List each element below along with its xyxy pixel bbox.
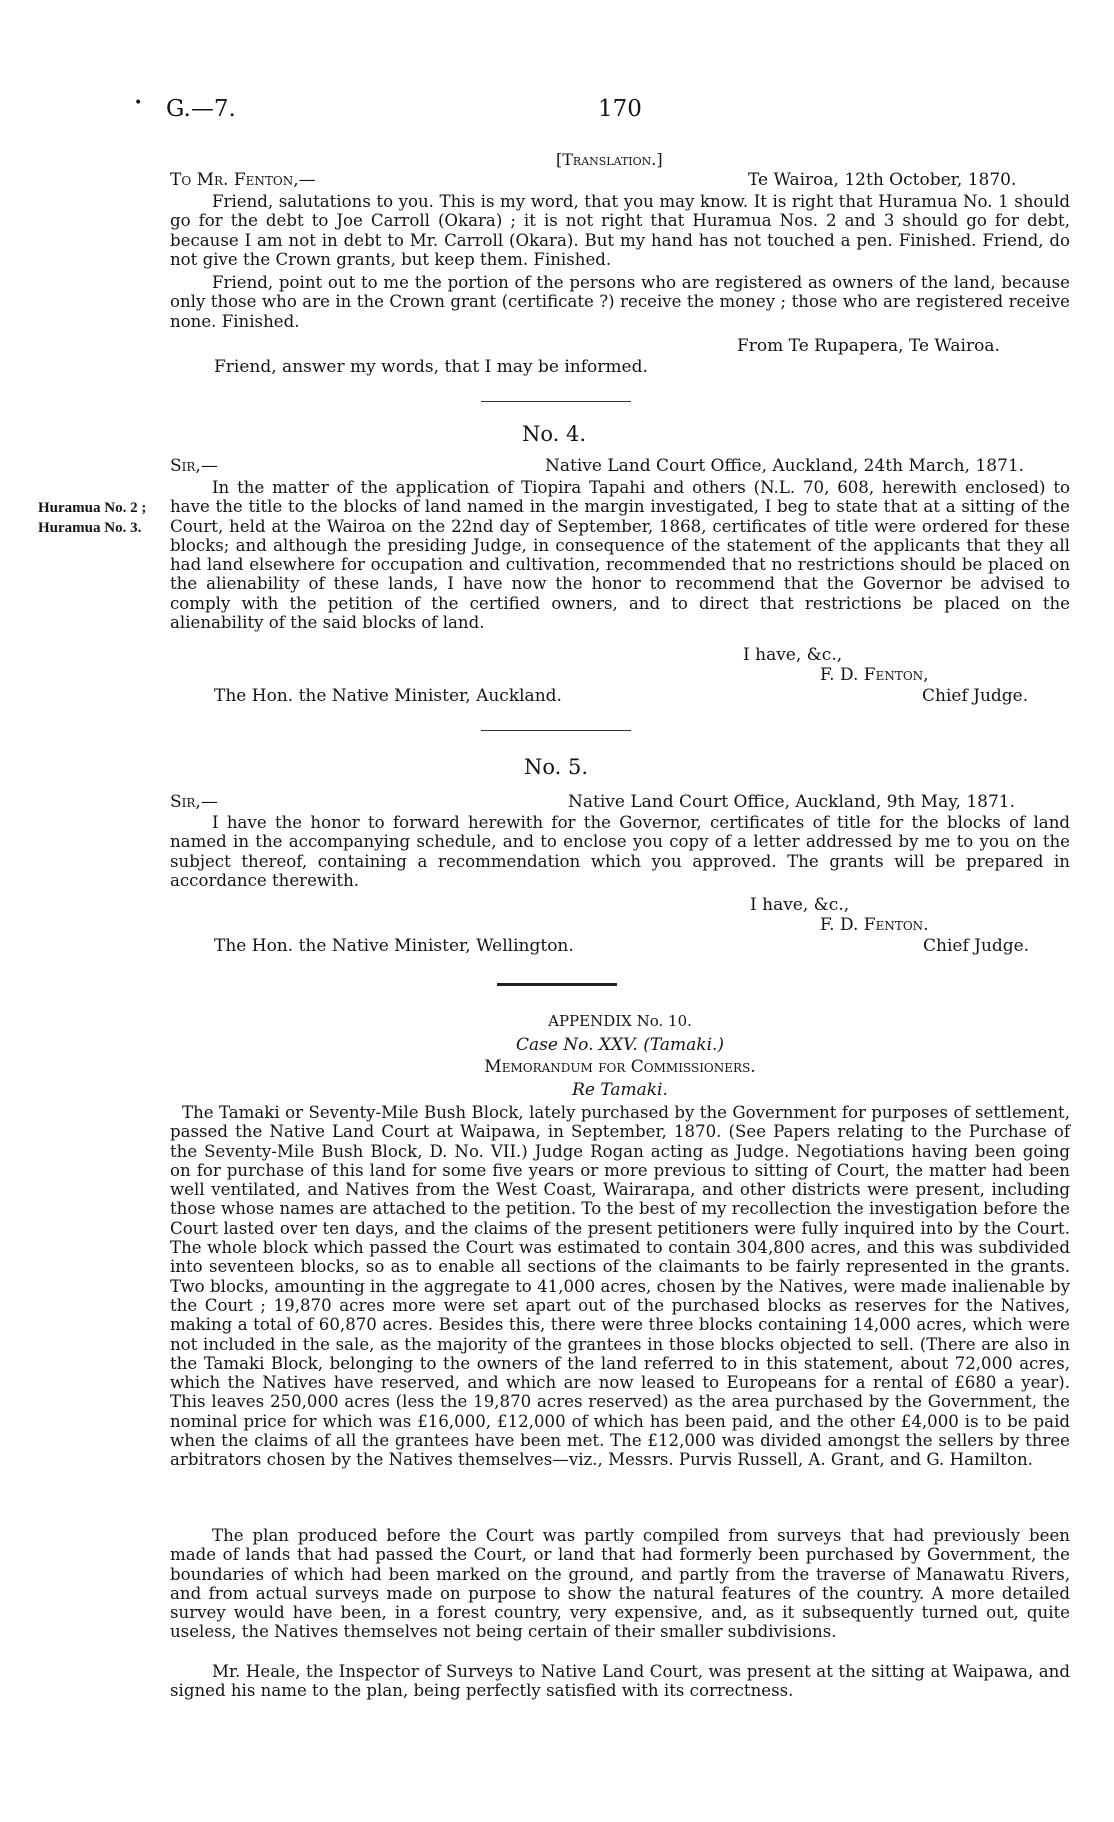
margin-note: Huramua No. 3. xyxy=(38,520,142,536)
letter-signer: F. D. Fenton. xyxy=(820,915,929,935)
translation-paragraph-1: Friend, salutations to you. This is my word, that you may know. It is right that Huramua No. 1 should go for the debt to Joe Carroll (Okara) ; it is not right that Huramua Nos. 2 and 3 should go for debt, because I am not in debt to Mr. Carroll (Okara). But my hand has not touched a pen. Finished. Friend, do not give the Crown grants, but keep them. Finished. xyxy=(170,192,1070,269)
letter-signer-title: Chief Judge. xyxy=(923,936,1030,956)
translation-label: [Translation.] xyxy=(556,150,663,169)
translation-dateline: Te Wairoa, 12th October, 1870. xyxy=(748,170,1017,190)
translation-from: From Te Rupapera, Te Wairoa. xyxy=(737,336,1000,356)
letter-signer: F. D. Fenton, xyxy=(820,665,929,685)
letter-closing: I have, &c., xyxy=(743,645,843,665)
translation-addressee: To Mr. Fenton,— xyxy=(170,170,316,190)
letter-heading: No. 4. xyxy=(522,422,587,446)
letter-signer-title: Chief Judge. xyxy=(922,686,1029,706)
appendix-case: Case No. XXV. (Tamaki.) xyxy=(515,1035,725,1055)
letter-salutation: Sir,— xyxy=(170,792,218,812)
appendix-memo-title: Memorandum for Commissioners. xyxy=(484,1057,756,1077)
margin-note: Huramua No. 2 ; xyxy=(38,500,147,516)
appendix-paragraph-1: The Tamaki or Seventy-Mile Bush Block, lately purchased by the Government for purposes of settlement, passed the Native Land Court at Waipawa, in September, 1870. (See Papers relating to the Purchase of the Seventy-Mile Bush Block, D. No. VII.) Judge Rogan acting as Judge. Negotiations having been going on for purchase of this land for some five years or more previous to sitting of Court, the matter had been well ventilated, and Natives from the West Coast, Wairarapa, and other districts were present, including those whose names are attached to the petition. To the best of my recollection the investigation before the Court lasted over ten days, and the claims of the present petitioners were fully inquired into by the Court. The whole block which passed the Court was estimated to contain 304,800 acres, and this was subdivided into seventeen blocks, so as to enable all sections of the claimants to be fairly represented in the grants. Two blocks, amounting in the aggregate to 41,000 acres, chosen by the Natives, were made inalienable by the Court ; 19,870 acres more were set apart out of the purchased blocks as reserves for the Natives, making a total of 60,870 acres. Besides this, there were three blocks containing 14,000 acres, which were not included in the sale, as the majority of the grantees in those blocks objected to sell. (There are also in the Tamaki Block, belonging to the owners of the land referred to in this statement, about 72,000 acres, which the Natives have reserved, and which are now leased to Europeans for a rental of £680 a year). This leaves 250,000 acres (less the 19,870 acres reserved) as the area purchased by the Government, the nominal price for which was £16,000, £12,000 of which has been paid, and the other £4,000 is to be paid when the claims of all the grantees have been met. The £12,000 was divided amongst the sellers by three arbitrators chosen by the Natives themselves—viz., Messrs. Purvis Russell, A. Grant, and G. Hamilton. xyxy=(170,1103,1070,1470)
letter-body: In the matter of the application of Tiopira Tapahi and others (N.L. 70, 608, herewith enclosed) to have the title to the blocks of land named in the margin investigated, I beg to state that at a sitting of the Court, held at the Wairoa on the 22nd day of September, 1868, certificates of title were ordered for these blocks; and although the presiding Judge, in consequence of the statement of the applicants that they all had land elsewhere for occupation and cultivation, recommended that no restrictions should be placed on the alienability of these lands, I have now the honor to recommend that the Governor be advised to comply with the petition of the certified owners, and to direct that restrictions be placed on the alienability of the said blocks of land. xyxy=(170,478,1070,633)
page-bullet: • xyxy=(134,95,143,111)
letter-addressee: The Hon. the Native Minister, Auckland. xyxy=(214,686,562,706)
appendix-heading: APPENDIX No. 10. xyxy=(548,1012,692,1030)
document-reference: G.—7. xyxy=(166,96,236,122)
letter-heading: No. 5. xyxy=(524,755,589,779)
letter-body: I have the honor to forward herewith for the Governor, certificates of title for the blocks of land named in the accompanying schedule, and to enclose you copy of a letter addressed by me to you on the subject thereof, containing a recommendation which you approved. The grants will be prepared in accordance therewith. xyxy=(170,813,1070,890)
divider xyxy=(481,401,631,402)
divider xyxy=(481,730,631,731)
divider xyxy=(497,983,617,986)
letter-closing: I have, &c., xyxy=(750,895,850,915)
appendix-paragraph-2: The plan produced before the Court was partly compiled from surveys that had previously been made of lands that had passed the Court, or land that had formerly been purchased by Government, the boundaries of which had been marked on the ground, and partly from the traverse of Manawatu Rivers, and from actual surveys made on purpose to show the natural features of the country. A more detailed survey would have been, in a forest country, very expensive, and, as it subsequently turned out, quite useless, the Natives themselves not being certain of their smaller subdivisions. xyxy=(170,1526,1070,1642)
letter-dateline: Native Land Court Office, Auckland, 9th May, 1871. xyxy=(568,792,1016,812)
letter-dateline: Native Land Court Office, Auckland, 24th March, 1871. xyxy=(545,456,1025,476)
translation-paragraph-3: Friend, answer my words, that I may be informed. xyxy=(214,357,648,377)
letter-salutation: Sir,— xyxy=(170,456,218,476)
page-number: 170 xyxy=(598,96,642,122)
letter-addressee: The Hon. the Native Minister, Wellington. xyxy=(214,936,574,956)
translation-paragraph-2: Friend, point out to me the portion of the persons who are registered as owners of the land, because only those who are in the Crown grant (certificate ?) receive the money ; those who are registered receive none. Finished. xyxy=(170,273,1070,331)
appendix-subject: Re Tamaki. xyxy=(572,1080,668,1100)
appendix-paragraph-3: Mr. Heale, the Inspector of Surveys to Native Land Court, was present at the sitting at Waipawa, and signed his name to the plan, being perfectly satisfied with its correctness. xyxy=(170,1662,1070,1701)
